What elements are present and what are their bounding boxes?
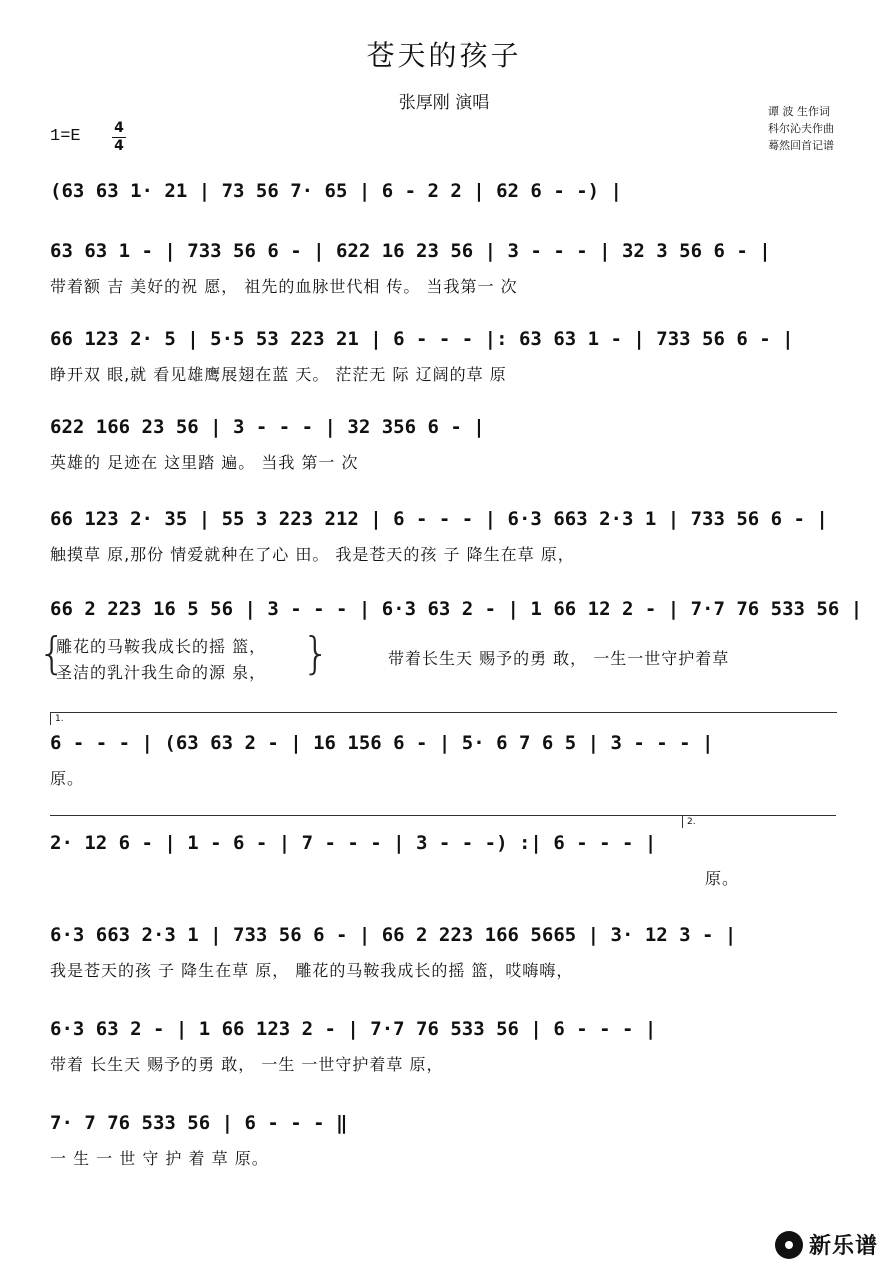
notes-line-11: 7· 7 76 533 56 | 6 - - - ‖ xyxy=(50,1112,348,1134)
score-line-1 xyxy=(50,180,840,202)
lyrics-line-5: 触摸草 原,那份 情爱就种在了心 田。 我是苍天的孩 子 降生在草 原， xyxy=(50,545,575,564)
lyrics-line-8: 原。 xyxy=(705,869,740,888)
notes-line-10: 6·3 63 2 - | 1 66 123 2 - | 7·7 76 533 56 | 6 - - - | xyxy=(50,1018,657,1040)
site-logo xyxy=(775,1229,878,1260)
transcriber-credit: 蓦然回首记谱 xyxy=(768,139,834,152)
score-line-3 xyxy=(50,328,840,385)
volta-label-1: 1. xyxy=(55,714,64,724)
lyrics-line-9: 我是苍天的孩 子 降生在草 原， 雕花的马鞍我成长的摇 篮，哎嗨嗨， xyxy=(50,961,574,980)
lyrics-line-6: 带着长生天 赐予的勇 敢， 一生一世守护着草 xyxy=(388,649,730,668)
score-line-2 xyxy=(50,240,840,297)
lyrics-verse-2: 圣洁的乳汁我生命的源 泉， xyxy=(56,663,267,682)
score-line-11 xyxy=(50,1112,840,1169)
notes-line-7: 6 - - - | (63 63 2 - | 16 156 6 - | 5· 6 7 6 5 | 3 - - - | xyxy=(50,732,714,754)
notes-line-6: 66 2 223 16 5 56 | 3 - - - | 6·3 63 2 - | 1 66 12 2 - | 7·7 76 533 56 | xyxy=(50,598,863,620)
performer-credit: 张厚刚 演唱 xyxy=(398,93,490,113)
composer-credits xyxy=(768,103,834,154)
score-line-7 xyxy=(50,732,840,789)
volta-label-2: 2. xyxy=(687,817,696,827)
notes-line-8: 2· 12 6 - | 1 - 6 - | 7 - - - | 3 - - -) :| 6 - - - | xyxy=(50,832,657,854)
notes-line-5: 66 123 2· 35 | 55 3 223 212 | 6 - - - | 6·3 663 2·3 1 | 733 56 6 - | xyxy=(50,508,828,530)
lyrics-line-4: 英雄的 足迹在 这里踏 遍。 当我 第一 次 xyxy=(50,453,359,472)
lyrics-line-2: 带着额 吉 美好的祝 愿， 祖先的血脉世代相 传。 当我第一 次 xyxy=(50,277,518,296)
logo-text: 新乐谱 xyxy=(808,1234,878,1259)
left-brace: { xyxy=(38,628,66,679)
score-line-5 xyxy=(50,508,840,565)
notes-line-4: 622 166 23 56 | 3 - - - | 32 356 6 - | xyxy=(50,416,485,438)
lyrics-line-7: 原。 xyxy=(50,769,85,788)
lyrics-line-3: 睁开双 眼,就 看见雄鹰展翅在蓝 天。 茫茫无 际 辽阔的草 原 xyxy=(50,365,507,384)
composer-credit: 科尔沁夫作曲 xyxy=(768,122,834,135)
song-title: 苍天的孩子 xyxy=(366,39,522,72)
score-line-8 xyxy=(50,832,840,889)
key-signature: 1=E xyxy=(50,127,81,146)
score-line-6 xyxy=(38,598,863,690)
time-sig-top: 4 xyxy=(114,120,124,136)
time-signature xyxy=(112,120,126,155)
score-line-4 xyxy=(50,416,840,473)
volta-bracket-2 xyxy=(682,816,837,828)
volta-bracket-1 xyxy=(50,712,837,725)
time-sig-bottom: 4 xyxy=(112,137,126,155)
lyrics-line-10: 带着 长生天 赐予的勇 敢， 一生 一世守护着草 原， xyxy=(50,1055,444,1074)
lyrics-line-11: 一 生 一 世 守 护 着 草 原。 xyxy=(50,1149,269,1168)
right-brace: } xyxy=(302,628,330,679)
notes-line-2: 63 63 1 - | 733 56 6 - | 622 16 23 56 | 3 - - - | 32 3 56 6 - | xyxy=(50,240,771,262)
notes-line-9: 6·3 663 2·3 1 | 733 56 6 - | 66 2 223 166 5665 | 3· 12 3 - | xyxy=(50,924,737,946)
notes-line-3: 66 123 2· 5 | 5·5 53 223 21 | 6 - - - |: 63 63 1 - | 733 56 6 - | xyxy=(50,328,794,350)
score-line-10 xyxy=(50,1018,840,1075)
lyricist-credit: 谭 波 生作词 xyxy=(768,105,830,118)
score-line-9 xyxy=(50,924,840,981)
lyrics-verse-1: 雕花的马鞍我成长的摇 篮， xyxy=(56,637,267,656)
notes-line-1: (63 63 1· 21 | 73 56 7· 65 | 6 - 2 2 | 62 6 - -) | xyxy=(50,180,622,202)
record-disc-icon xyxy=(775,1231,803,1259)
